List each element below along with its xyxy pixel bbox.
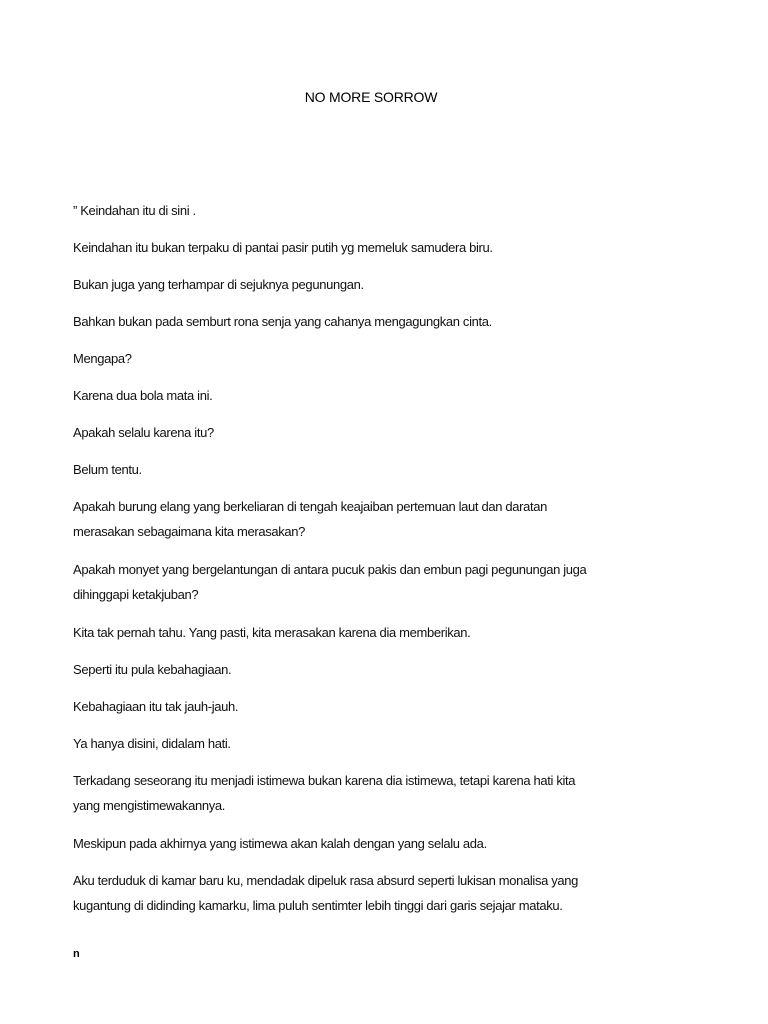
paragraph-line: Belum tentu. [73,462,142,477]
paragraph-line: Apakah burung elang yang berkeliaran di tengah keajaiban pertemuan laut dan daratan [73,499,547,514]
paragraph [73,620,470,645]
paragraph [73,831,487,856]
paragraph-line: Bukan juga yang terhampar di sejuknya pegunungan. [73,277,364,292]
paragraph [73,383,212,408]
paragraph-line: Bahkan bukan pada semburt rona senja yang cahanya mengagungkan cinta. [73,314,492,329]
paragraph-line: merasakan sebagaimana kita merasakan? [73,524,306,539]
paragraph-line: Keindahan itu bukan terpaku di pantai pasir putih yg memeluk samudera biru. [73,240,493,255]
paragraph [73,309,492,334]
paragraph [73,868,578,918]
paragraph-line: ” Keindahan itu di sini . [73,203,196,218]
footer-mark: n [73,948,80,960]
paragraph-line: dihinggapi ketakjuban? [73,587,199,602]
paragraph-line: Apakah monyet yang bergelantungan di antara pucuk pakis dan embun pagi pegunungan juga [73,562,587,577]
paragraph [73,694,238,719]
paragraph-line: Meskipun pada akhirnya yang istimewa akan kalah dengan yang selalu ada. [73,836,487,851]
paragraph [73,198,196,223]
document-title: NO MORE SORROW [304,89,438,105]
paragraph [73,494,547,544]
paragraph-line: Ya hanya disini, didalam hati. [73,736,231,751]
paragraph-line: Aku terduduk di kamar baru ku, mendadak dipeluk rasa absurd seperti lukisan monalisa yang [73,873,579,888]
paragraph [73,768,575,818]
paragraph-line: yang mengistimewakannya. [73,798,226,813]
paragraph [73,731,231,756]
paragraph-line: Karena dua bola mata ini. [73,388,213,403]
paragraph [73,420,214,445]
paragraph [73,657,231,682]
paragraph [73,457,142,482]
paragraph [73,557,586,607]
paragraph-line: Seperti itu pula kebahagiaan. [73,662,232,677]
paragraph-line: Apakah selalu karena itu? [73,425,214,440]
paragraph-line: kugantung di didinding kamarku, lima puluh sentimter lebih tinggi dari garis sejajar mataku. [73,898,563,913]
paragraph-line: Mengapa? [73,351,132,366]
paragraph-line: Kita tak pernah tahu. Yang pasti, kita merasakan karena dia memberikan. [73,625,471,640]
paragraph [73,235,493,260]
paragraph [73,346,132,371]
paragraph-line: Terkadang seseorang itu menjadi istimewa bukan karena dia istimewa, tetapi karena hati kita [73,773,576,788]
paragraph-line: Kebahagiaan itu tak jauh-jauh. [73,699,239,714]
paragraph [73,272,364,297]
